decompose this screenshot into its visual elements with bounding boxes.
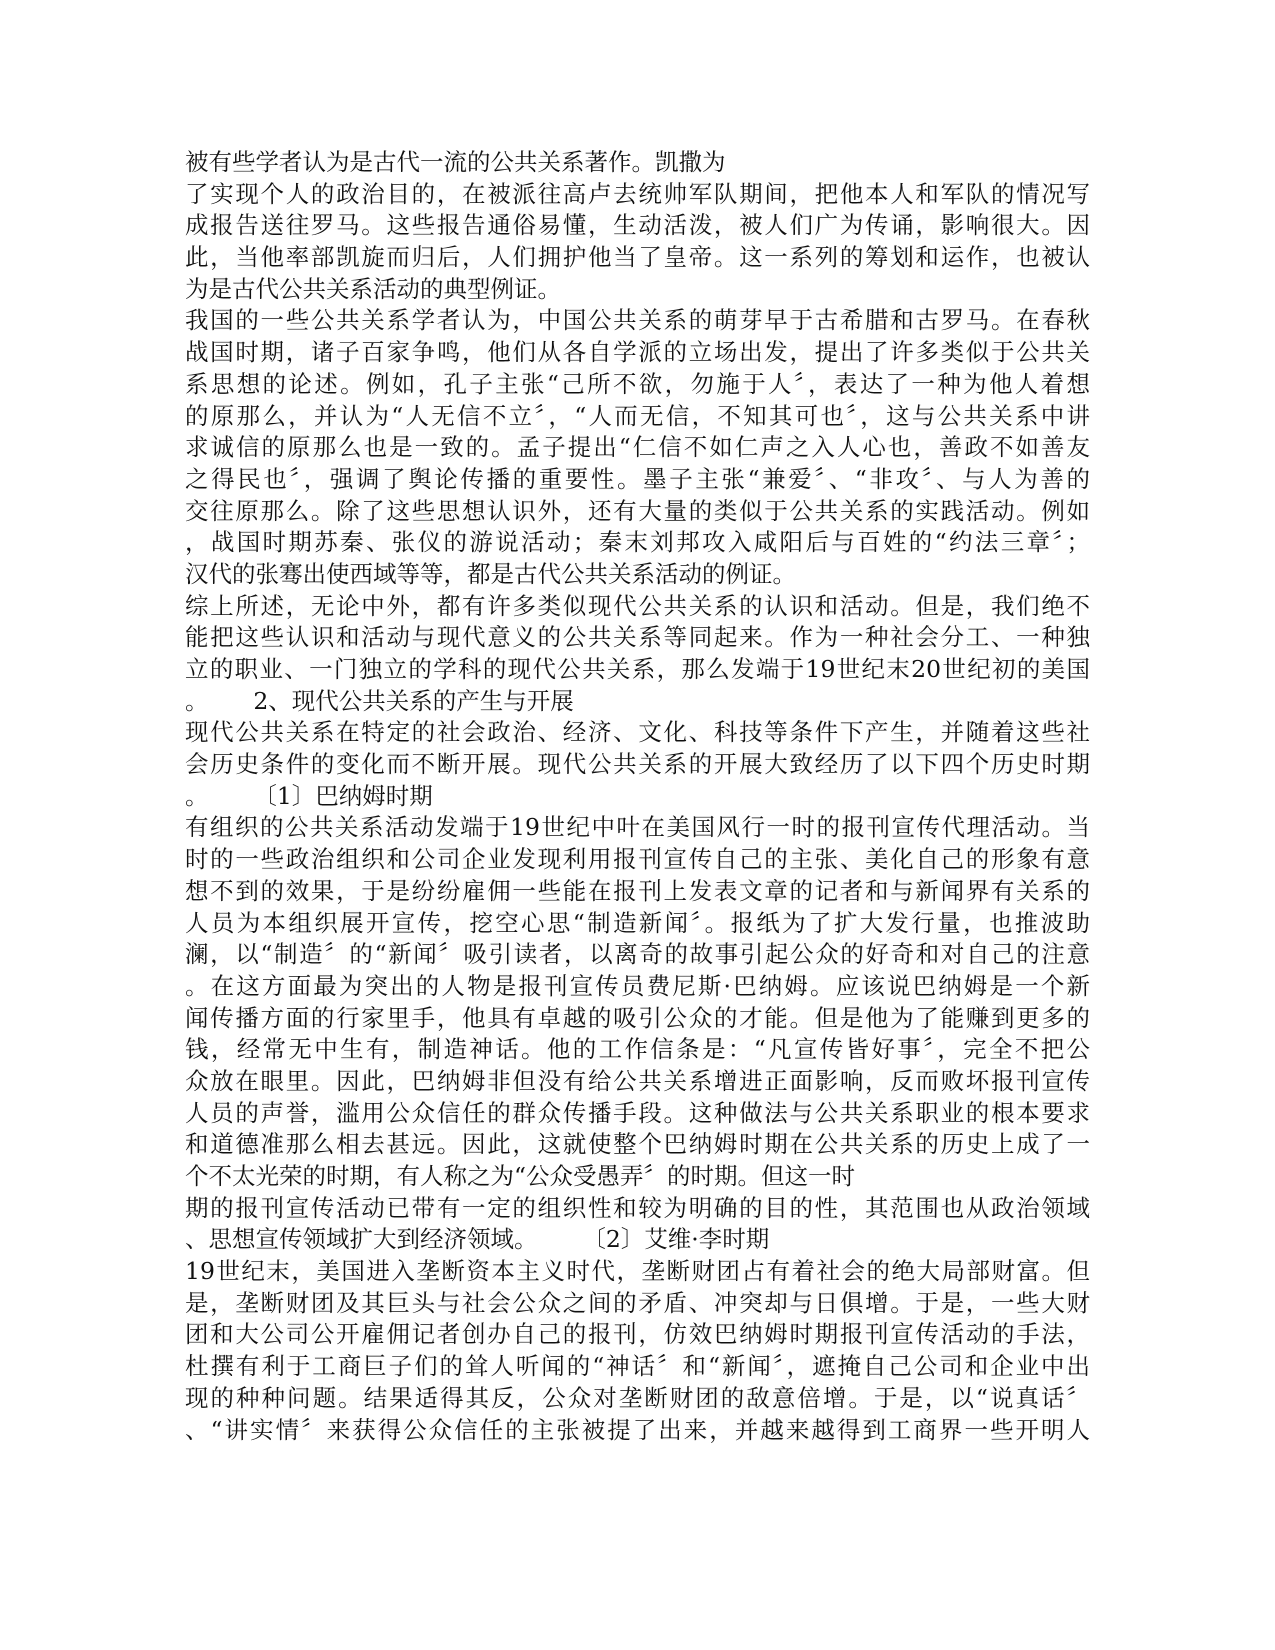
text-line: 时的一些政治组织和公司企业发现利用报刊宣传自己的主张、美化自己的形象有意 (185, 845, 1090, 874)
text-line: 现代公共关系在特定的社会政治、经济、文化、科技等条件下产生，并随着这些社 (185, 718, 1090, 747)
section-heading-line: 、思想宣传领域扩大到经济领域。 〔2〕艾维·李时期 (185, 1225, 770, 1254)
text-line: 交往原那么。除了这些思想认识外，还有大量的类似于公共关系的实践活动。例如 (185, 496, 1090, 525)
text-line: 成报告送往罗马。这些报告通俗易懂，生动活泼，被人们广为传诵，影响很大。因 (185, 211, 1090, 240)
text-line: 汉代的张骞出使西域等等，都是古代公共关系活动的例证。 (185, 559, 796, 588)
text-line: 个不太光荣的时期，有人称之为“公众受愚弄〞的时期。但这一时 (185, 1162, 856, 1190)
text-line: 19世纪末，美国进入垄断资本主义时代，垄断财团占有着社会的绝大局部财富。但 (185, 1257, 1090, 1286)
text-line: 团和大公司公开雇佣记者创办自己的报刊，仿效巴纳姆时期报刊宣传活动的手法， (185, 1320, 1090, 1349)
text-line: 是，垄断财团及其巨头与社会公众之间的矛盾、冲突却与日俱增。于是，一些大财 (185, 1288, 1090, 1317)
text-line: 人员为本组织展开宣传，挖空心思“制造新闻〞。报纸为了扩大发行量，也推波助 (185, 908, 1090, 937)
text-line: 钱，经常无中生有，制造神话。他的工作信条是：“凡宣传皆好事〞，完全不把公 (185, 1035, 1090, 1064)
text-line: 想不到的效果，于是纷纷雇佣一些能在报刊上发表文章的记者和与新闻界有关系的 (185, 876, 1090, 905)
text-line: 此，当他率部凯旋而归后，人们拥护他当了皇帝。这一系列的筹划和运作，也被认 (185, 243, 1090, 272)
text-line: 、“讲实情〞来获得公众信任的主张被提了出来，并越来越得到工商界一些开明人 (185, 1415, 1090, 1444)
text-line: 之得民也〞，强调了舆论传播的重要性。墨子主张“兼爱〞、“非攻〞、与人为善的 (185, 464, 1090, 493)
text-line: 众放在眼里。因此，巴纳姆非但没有给公共关系增进正面影响，反而败坏报刊宣传 (185, 1066, 1090, 1095)
text-line: 求诚信的原那么也是一致的。孟子提出“仁信不如仁声之入人心也，善政不如善友 (185, 433, 1090, 462)
text-line: 期的报刊宣传活动已带有一定的组织性和较为明确的目的性，其范围也从政治领域 (185, 1193, 1090, 1222)
text-line: 能把这些认识和活动与现代意义的公共关系等同起来。作为一种社会分工、一种独 (185, 623, 1090, 652)
text-line: ，战国时期苏秦、张仪的游说活动；秦末刘邦攻入咸阳后与百姓的“约法三章〞； (185, 528, 1090, 557)
section-heading-line: 。 〔1〕巴纳姆时期 (185, 781, 433, 810)
text-line: 人员的声誉，滥用公众信任的群众传播手段。这种做法与公共关系职业的根本要求 (185, 1098, 1090, 1127)
text-line: 为是古代公共关系活动的典型例证。 (185, 274, 561, 303)
text-line: 。在这方面最为突出的人物是报刊宣传员费尼斯·巴纳姆。应该说巴纳姆是一个新 (185, 971, 1090, 1000)
text-line: 闻传播方面的行家里手，他具有卓越的吸引公众的才能。但是他为了能赚到更多的 (185, 1003, 1090, 1032)
text-line: 澜，以“制造〞的“新闻〞吸引读者，以离奇的故事引起公众的好奇和对自己的注意 (185, 940, 1090, 969)
text-line: 的原那么，并认为“人无信不立〞，“人而无信，不知其可也〞，这与公共关系中讲 (185, 401, 1090, 430)
text-line: 现的种种问题。结果适得其反，公众对垄断财团的敌意倍增。于是，以“说真话〞 (185, 1383, 1090, 1412)
text-line: 综上所述，无论中外，都有许多类似现代公共关系的认识和活动。但是，我们绝不 (185, 591, 1090, 620)
text-line: 了实现个人的政治目的，在被派往高卢去统帅军队期间，把他本人和军队的情况写 (185, 179, 1090, 208)
text-line: 杜撰有利于工商巨子们的耸人听闻的“神话〞和“新闻〞，遮掩自己公司和企业中出 (185, 1352, 1090, 1381)
text-line: 被有些学者认为是古代一流的公共关系著作。凯撒为 (185, 148, 726, 176)
text-line: 系思想的论述。例如，孔子主张“己所不欲，勿施于人〞，表达了一种为他人着想 (185, 369, 1090, 398)
text-line: 有组织的公共关系活动发端于19世纪中叶在美国风行一时的报刊宣传代理活动。当 (185, 813, 1090, 842)
text-line: 我国的一些公共关系学者认为，中国公共关系的萌芽早于古希腊和古罗马。在春秋 (185, 306, 1090, 335)
section-heading-line: 。 2、现代公共关系的产生与开展 (185, 686, 574, 715)
text-line: 立的职业、一门独立的学科的现代公共关系，那么发端于19世纪末20世纪初的美国 (185, 655, 1090, 683)
text-line: 和道德准那么相去甚远。因此，这就使整个巴纳姆时期在公共关系的历史上成了一 (185, 1130, 1090, 1159)
body-text (185, 147, 1090, 1446)
text-line: 会历史条件的变化而不断开展。现代公共关系的开展大致经历了以下四个历史时期 (185, 750, 1090, 779)
text-line: 战国时期，诸子百家争鸣，他们从各自学派的立场出发，提出了许多类似于公共关 (185, 338, 1090, 367)
